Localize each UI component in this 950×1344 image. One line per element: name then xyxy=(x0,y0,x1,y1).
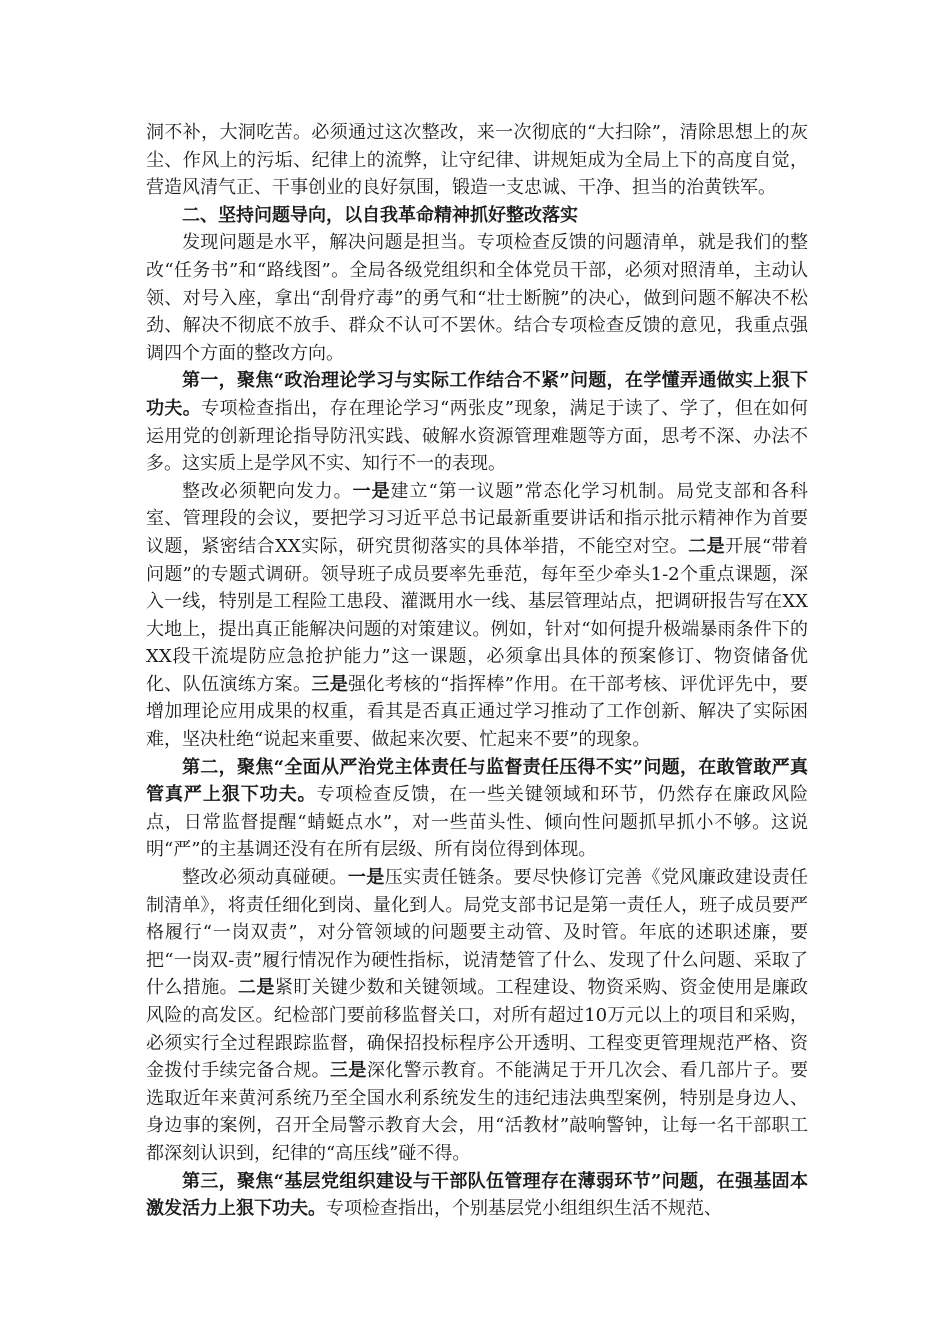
point-two-text: 专项检查反馈，在一些关键领域和环节，仍然存在廉政风险点，日常监督提醒“蜻蜓点水”，对一些苗头性、倾向性问题抓早抓小不够。这说明“严”的主基调还没有在所有层级、所有岗位得到体现。 xyxy=(146,784,809,861)
measure-marker-2: 二是 xyxy=(238,977,275,999)
section-heading: 二、坚持问题导向，以自我革命精神抓好整改落实 xyxy=(182,204,578,226)
measure-marker-3: 三是 xyxy=(311,673,349,695)
measure-marker-3: 三是 xyxy=(330,1060,367,1082)
measure-marker-1: 一是 xyxy=(347,867,385,889)
paragraph-point-two xyxy=(146,754,808,864)
measure-text-2: 开展“带着问题”的专题式调研。领导班子成员要率先垂范，每年至少牵头1-2个重点课题，深入一线，特别是工程险工患段、灌溉用水一线、基层管理站点，把调研报告写在XX大地上，提出真正能解决问题的对策建议。例如，针对“如何提升极端暴雨条件下的XX段干流堤防应急抢护能力”这一课题，必须拿出具体的预案修订、物资储备优化、队伍演练方案。 xyxy=(146,535,808,695)
measure-text-2: 紧盯关键少数和关键领域。工程建设、物资采购、资金使用是廉政风险的高发区。纪检部门要前移监督关口，对所有超过10万元以上的项目和采购，必须实行全过程跟踪监督，确保招投标程序公开透明、工程变更管理规范严格、资金拨付手续完备合规。 xyxy=(146,977,809,1082)
paragraph-point-two-measures xyxy=(146,864,808,1168)
point-three-title: 第三，聚焦“基层党组织建设与干部队伍管理存在薄弱环节”问题，在强基固本激发活力上狠下功夫。 xyxy=(146,1170,808,1220)
point-three-text: 专项检查指出，个别基层党小组组织生活不规范、 xyxy=(326,1198,722,1220)
paragraph-point-one-measures xyxy=(146,478,808,754)
paragraph-intro: 发现问题是水平，解决问题是担当。专项检查反馈的问题清单，就是我们的整改“任务书”和“路线图”。全局各级党组织和全体党员干部，必须对照清单，主动认领、对号入座，拿出“刮骨疗毒”的勇气和“壮士断腕”的决心，做到问题不解决不松劲、解决不彻底不放手、群众不认可不罢休。结合专项检查反馈的意见，我重点强调四个方面的整改方向。 xyxy=(146,232,808,364)
point-two-title: 第二，聚焦“全面从严治党主体责任与监督责任压得不实”问题，在敢管敢严真管真严上狠下功夫。 xyxy=(146,756,808,806)
measure-text-3: 强化考核的“指挥棒”作用。在干部考核、评优评先中，要增加理论应用成果的权重，看其是否真正通过学习推动了工作创新、解决了实际困难，坚决杜绝“说起来重要、做起来次要、忙起来不要”的现象。 xyxy=(146,673,809,751)
measures-lead: 整改必须靶向发力。 xyxy=(182,480,353,502)
paragraph-point-three xyxy=(146,1168,808,1223)
measure-marker-2: 二是 xyxy=(688,535,726,557)
point-one-text: 专项检查指出，存在理论学习“两张皮”现象，满足于读了、学了，但在如何运用党的创新理论指导防汛实践、破解水资源管理难题等方面，思考不深、办法不多。这实质上是学风不实、知行不一的表现。 xyxy=(146,397,809,475)
point-one-title: 第一，聚焦“政治理论学习与实际工作结合不紧”问题，在学懂弄通做实上狠下功夫。 xyxy=(146,370,808,419)
measure-marker-1: 一是 xyxy=(352,480,391,502)
measure-text-1: 压实责任链条。要尽快修订完善《党风廉政建设责任制清单》，将责任细化到岗、量化到人。局党支部书记是第一责任人，班子成员要严格履行“一岗双责”，对分管领域的问题要主动管、及时管。年底的述职述廉，要把“一岗双-责”履行情况作为硬性指标，说清楚管了什么、发现了什么问题、采取了什么措施。 xyxy=(146,867,809,999)
paragraph-continuation: 洞不补，大洞吃苦。必须通过这次整改，来一次彻底的“大扫除”，清除思想上的灰尘、作风上的污垢、纪律上的流弊，让守纪律、讲规矩成为全局上下的高度自觉，营造风清气正、干事创业的良好氛围，锻造一支忠诚、干净、担当的治黄铁军。 xyxy=(146,122,808,199)
document-body xyxy=(146,119,808,1223)
measure-text-1: 建立“第一议题”常态化学习机制。局党支部和各科室、管理段的会议，要把学习习近平总书记最新重要讲话和指示批示精神作为首要议题，紧密结合XX实际，研究贯彻落实的具体举措，不能空对空。 xyxy=(146,480,809,557)
measures-lead: 整改必须动真碰硬。 xyxy=(182,867,348,889)
paragraph-point-one xyxy=(146,367,808,477)
measure-text-3: 深化警示教育。不能满足于开几次会、看几部片子。要选取近年来黄河系统乃至全国水利系统发生的违纪违法典型案例，特别是身边人、身边事的案例，召开全局警示教育大会，用“活教材”敲响警钟，让每一名干部职工都深刻认识到，纪律的“高压线”碰不得。 xyxy=(146,1060,809,1164)
